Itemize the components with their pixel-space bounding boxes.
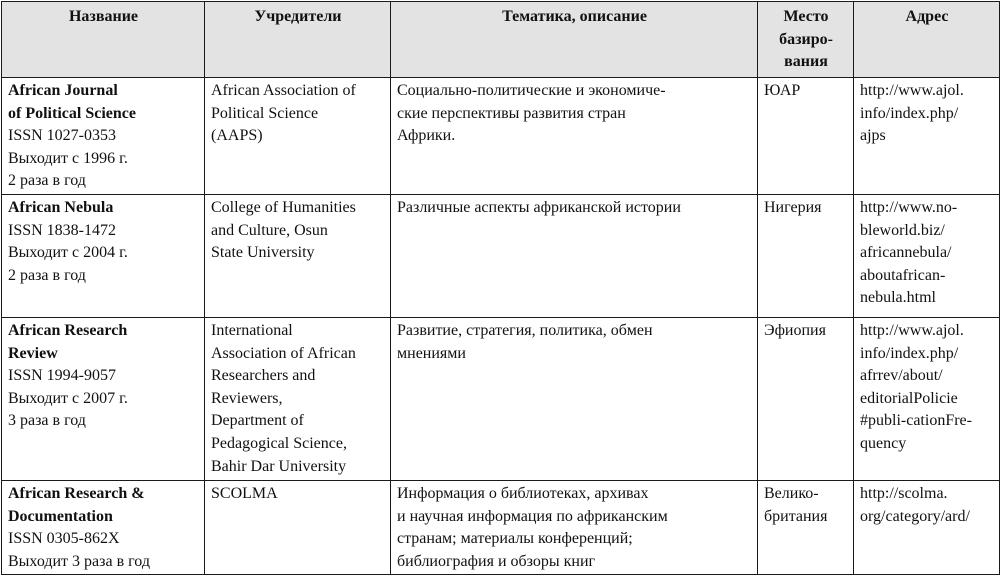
- table-body: [2, 78, 1000, 575]
- topic-cell: [391, 195, 758, 318]
- journal-info-line: Выходит 3 раза в год: [8, 552, 150, 570]
- founders-line: Association of African: [211, 344, 356, 362]
- founders-line: and Culture, Osun: [211, 221, 328, 239]
- founders-line: International: [211, 322, 293, 339]
- address-line: info/index.php/: [860, 344, 959, 362]
- address-line: http://scolma.: [860, 485, 948, 502]
- topic-line: Развитие, стратегия, политика, обмен: [397, 322, 653, 339]
- address-line: org/category/ard/: [860, 507, 970, 525]
- address-line: africannebula/: [860, 244, 952, 262]
- location-cell: [758, 195, 854, 318]
- founders-line: College of Humanities: [211, 199, 356, 216]
- journal-title-line: African Research: [8, 322, 128, 339]
- founders-line: State University: [211, 244, 315, 262]
- journals-table: [1, 1, 1000, 575]
- journal-info-line: 2 раза в год: [8, 172, 86, 190]
- founders-cell: [205, 318, 391, 481]
- journal-title-line: Documentation: [8, 507, 113, 525]
- header-address: Адрес: [854, 2, 1000, 78]
- header-row: [2, 2, 1000, 78]
- founders-line: African Association of: [211, 82, 356, 99]
- topic-cell: [391, 481, 758, 575]
- address-line: http://www.ajol.: [860, 322, 964, 339]
- founders-line: (AAPS): [211, 127, 263, 145]
- founders-cell: [205, 78, 391, 195]
- header-location: [758, 2, 854, 78]
- topic-line: библиография и обзоры книг: [397, 552, 596, 570]
- journal-title-line: of Political Science: [8, 104, 136, 122]
- location-line: ЮАР: [764, 82, 801, 99]
- address-cell: [854, 195, 1000, 318]
- founders-line: Department of: [211, 412, 304, 430]
- journal-info-line: ISSN 0305-862X: [8, 530, 120, 548]
- founders-cell: [205, 195, 391, 318]
- address-line: editorialPolicie: [860, 389, 958, 407]
- topic-line: Различные аспекты африканской истории: [397, 199, 681, 216]
- header-topic: Тематика, описание: [391, 2, 758, 78]
- address-cell: [854, 78, 1000, 195]
- journal-title-line: African Research &: [8, 485, 145, 502]
- address-line: ajps: [860, 127, 886, 145]
- header-location-line: вания: [784, 53, 828, 71]
- topic-line: мнениями: [397, 344, 466, 362]
- founders-line: Researchers and: [211, 367, 316, 385]
- journal-info-line: Выходит с 2007 г.: [8, 389, 128, 407]
- founders-line: SCOLMA: [211, 485, 278, 502]
- journal-name-cell: [2, 318, 205, 481]
- header-location-line: базиро-: [779, 30, 833, 48]
- location-cell: [758, 318, 854, 481]
- address-line: http://www.ajol.: [860, 82, 964, 99]
- address-line: info/index.php/: [860, 104, 959, 122]
- journal-name-cell: [2, 195, 205, 318]
- location-line: Нигерия: [764, 199, 822, 216]
- topic-cell: [391, 78, 758, 195]
- table-row: [2, 318, 1000, 481]
- header-founders: Учредители: [205, 2, 391, 78]
- table-row: [2, 195, 1000, 318]
- address-line: afrrev/about/: [860, 367, 943, 385]
- address-line: bleworld.biz/: [860, 221, 945, 239]
- journal-info-line: Выходит с 1996 г.: [8, 149, 128, 167]
- address-cell: [854, 318, 1000, 481]
- topic-line: Социально-политические и экономиче-: [397, 82, 666, 99]
- journal-info-line: ISSN 1994-9057: [8, 367, 117, 385]
- location-line: британия: [764, 507, 828, 525]
- topic-line: и научная информация по африканским: [397, 507, 668, 525]
- journal-title-line: African Journal: [8, 82, 118, 99]
- journal-title-line: African Nebula: [8, 199, 114, 216]
- location-cell: [758, 481, 854, 575]
- founders-line: Reviewers,: [211, 389, 283, 407]
- journal-info-line: Выходит с 2004 г.: [8, 244, 128, 262]
- header-name: Название: [2, 2, 205, 78]
- location-cell: [758, 78, 854, 195]
- topic-line: Информация о библиотеках, архивах: [397, 485, 649, 502]
- topic-cell: [391, 318, 758, 481]
- location-line: Эфиопия: [764, 322, 826, 339]
- journal-info-line: ISSN 1838-1472: [8, 221, 117, 239]
- location-line: Велико-: [764, 485, 819, 502]
- founders-line: Bahir Dar University: [211, 457, 347, 475]
- address-line: nebula.html: [860, 289, 936, 307]
- founders-line: Pedagogical Science,: [211, 434, 347, 452]
- address-cell: [854, 481, 1000, 575]
- table-row: [2, 481, 1000, 575]
- address-line: #publi-cationFre-: [860, 412, 972, 430]
- journal-info-line: ISSN 1027-0353: [8, 127, 117, 145]
- table-row: [2, 78, 1000, 195]
- address-line: aboutafrican-: [860, 266, 946, 284]
- founders-line: Political Science: [211, 104, 319, 122]
- table-header: [2, 2, 1000, 78]
- address-line: http://www.no-: [860, 199, 958, 216]
- journal-info-line: 2 раза в год: [8, 266, 86, 284]
- journal-info-line: 3 раза в год: [8, 412, 86, 430]
- journal-title-line: Review: [8, 344, 58, 362]
- header-location-line: Место: [783, 8, 829, 25]
- address-line: quency: [860, 434, 907, 452]
- topic-line: Африки.: [397, 127, 456, 145]
- journal-name-cell: [2, 481, 205, 575]
- journal-name-cell: [2, 78, 205, 195]
- founders-cell: [205, 481, 391, 575]
- topic-line: странам; материалы конференций;: [397, 530, 633, 548]
- topic-line: ские перспективы развития стран: [397, 104, 626, 122]
